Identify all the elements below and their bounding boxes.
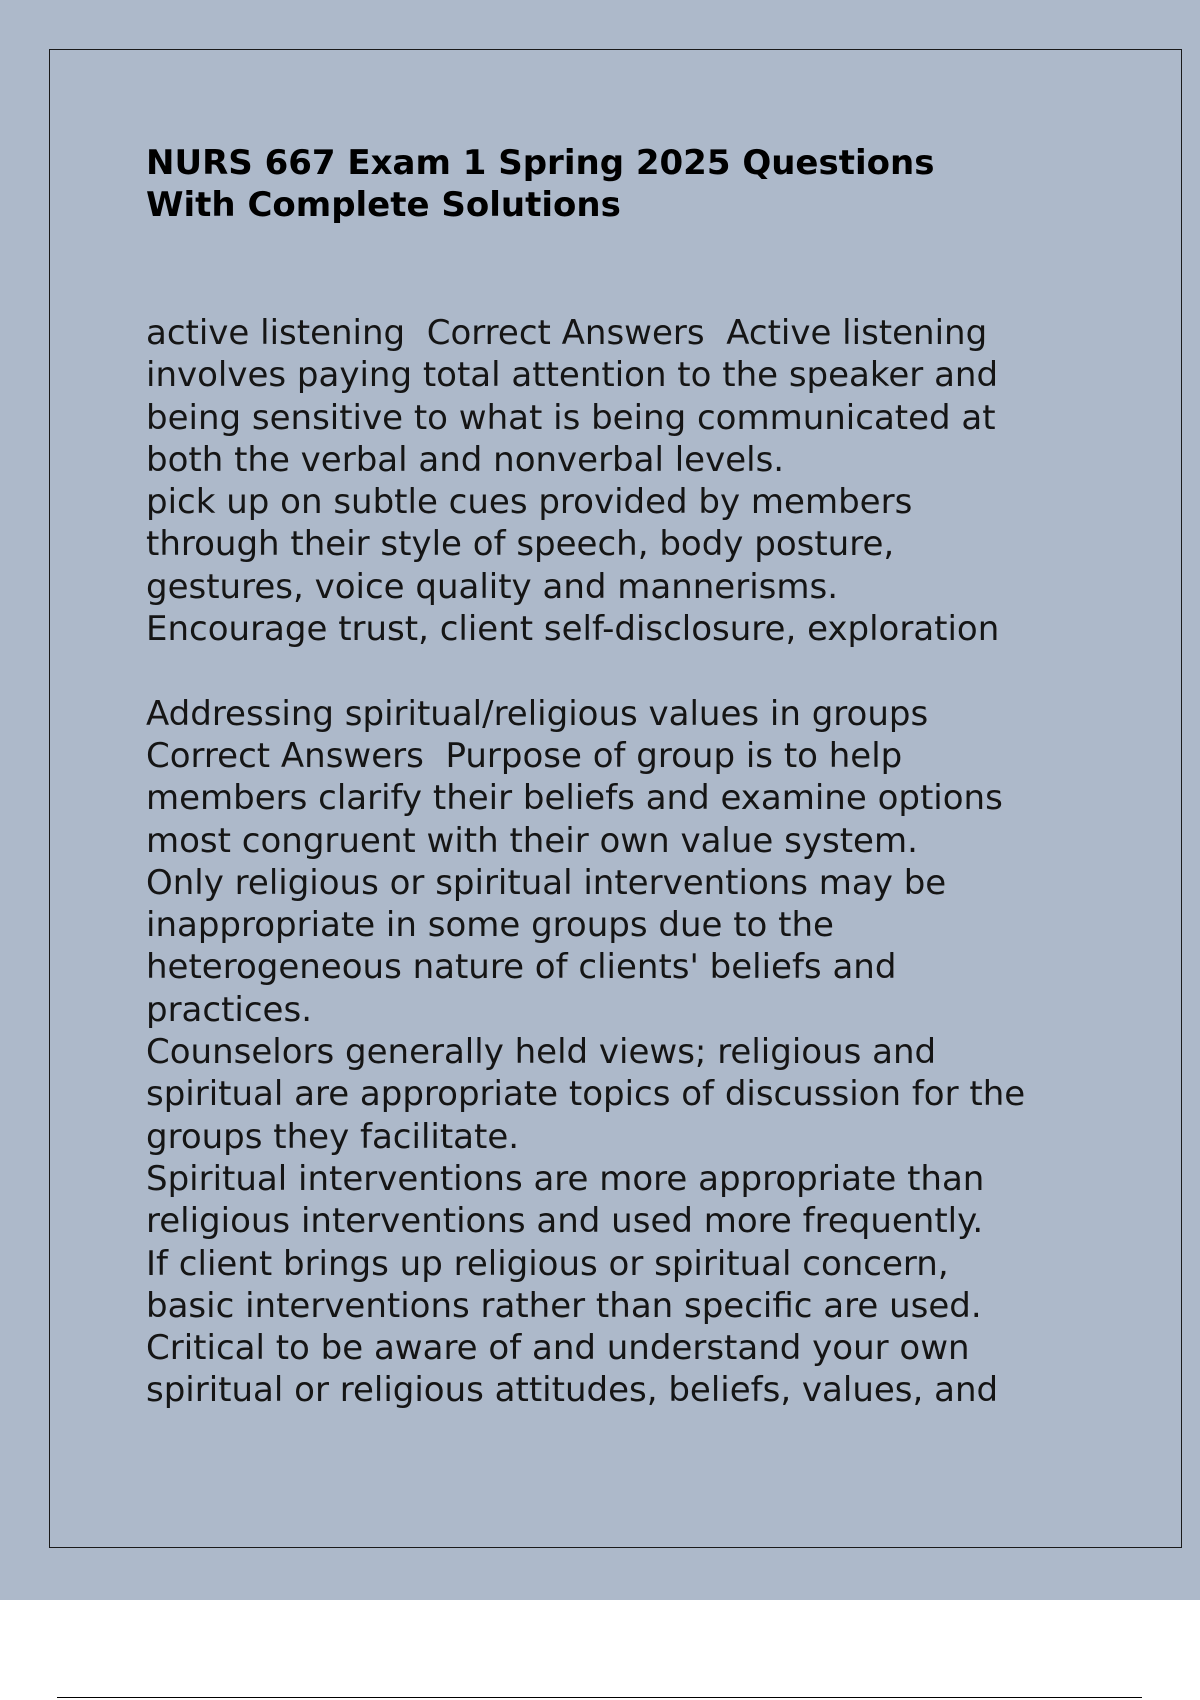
document-body (146, 312, 1106, 1412)
title-line: NURS 667 Exam 1 Spring 2025 Questions (146, 143, 935, 183)
body-line: active listening Correct Answers Active listening (146, 313, 988, 353)
body-line: Addressing spiritual/religious values in groups (146, 693, 929, 734)
body-line: inappropriate in some groups due to the (146, 905, 834, 946)
body-line: spiritual or religious attitudes, beliefs, values, and (146, 1370, 999, 1411)
body-line: members clarify their beliefs and examine options (146, 778, 1003, 819)
body-line: gestures, voice quality and mannerisms. (146, 566, 839, 607)
body-line: through their style of speech, body posture, (146, 524, 895, 565)
qa-active-listening (146, 312, 1106, 650)
body-line: practices. (146, 989, 312, 1030)
body-line: most congruent with their own value system. (146, 820, 918, 861)
body-line: Critical to be aware of and understand your own (146, 1328, 970, 1369)
body-line: pick up on subtle cues provided by members (146, 482, 913, 523)
title-line: With Complete Solutions (146, 185, 621, 225)
qa-spiritual-values (146, 693, 1106, 1412)
body-line: Correct Answers Purpose of group is to help (146, 735, 903, 776)
body-line: groups they facilitate. (146, 1116, 520, 1157)
footer-divider (57, 1697, 1142, 1698)
body-line: Counselors generally held views; religious and (146, 1032, 937, 1073)
body-line: If client brings up religious or spiritual concern, (146, 1243, 949, 1284)
body-line: Spiritual interventions are more appropriate than (146, 1158, 985, 1199)
body-line: spiritual are appropriate topics of discussion for the (146, 1074, 1026, 1115)
body-line: basic interventions rather than specific are used. (146, 1285, 982, 1326)
body-line: Only religious or spiritual interventions may be (146, 862, 947, 903)
document-content (146, 142, 1106, 1412)
body-line: both the verbal and nonverbal levels. (146, 439, 785, 480)
body-line: religious interventions and used more frequently. (146, 1201, 984, 1242)
body-line: involves paying total attention to the speaker and (146, 355, 999, 396)
body-line: Encourage trust, client self-disclosure, exploration (146, 609, 1000, 650)
body-line: being sensitive to what is being communicated at (146, 397, 996, 438)
document-title (146, 142, 1106, 226)
body-line: heterogeneous nature of clients' beliefs and (146, 947, 897, 988)
paragraph-spacer (146, 650, 1106, 692)
